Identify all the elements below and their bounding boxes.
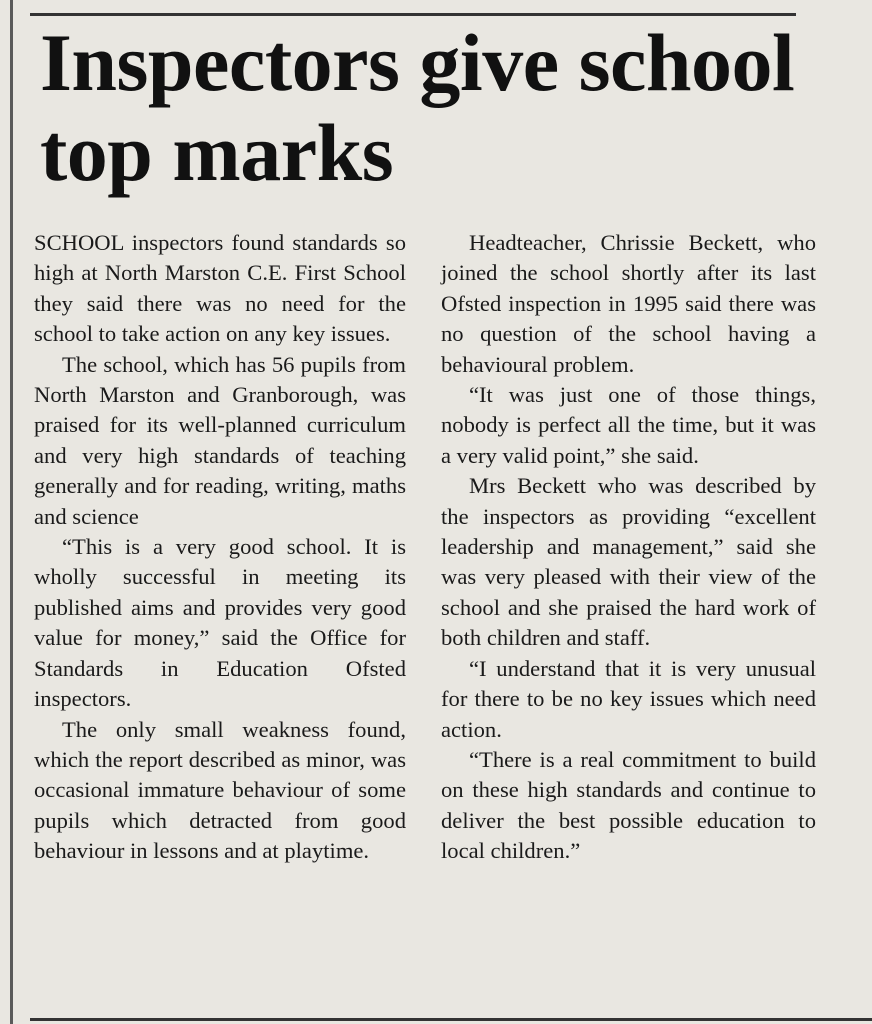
left-column-rule bbox=[10, 0, 13, 1024]
paragraph: “It was just one of those things, nobody is perfect all the time, but it was a very valid point,” she said. bbox=[441, 382, 816, 468]
paragraph: “I understand that it is very unusual for there to be no key issues which need action. bbox=[441, 655, 816, 742]
article-column-left bbox=[34, 228, 406, 867]
top-rule bbox=[30, 13, 796, 16]
paragraph: The only small weakness found, which the report described as minor, was occasional immature behaviour of some pupils which detracted from good behaviour in lessons and at playtime. bbox=[34, 716, 406, 864]
headline: Inspectors give school top marks bbox=[40, 17, 795, 198]
paragraph: Mrs Beckett who was described by the inspectors as providing “excellent leadership and management,” said she was very pleased with their view of the school and she praised the hard work of both children and staff. bbox=[441, 473, 816, 651]
paragraph: “There is a real commitment to build on these high standards and continue to deliver the best possible education to local children.” bbox=[441, 746, 816, 864]
article-column-right bbox=[441, 228, 816, 867]
paragraph: Headteacher, Chrissie Beckett, who joined the school shortly after its last Ofsted inspection in 1995 said there was no question of the school having a behavioural problem. bbox=[441, 230, 816, 377]
paragraph: The school, which has 56 pupils from North Marston and Granborough, was praised for its well-planned curriculum and very high standards of teaching generally and for reading, writing, maths and science bbox=[34, 351, 406, 529]
paragraph: “This is a very good school. It is wholly successful in meeting its published aims and provides very good value for money,” said the Office for Standards in Education Ofsted inspectors. bbox=[34, 534, 406, 712]
paragraph: SCHOOL inspectors found standards so high at North Marston C.E. First School they said there was no need for the school to take action on any key issues. bbox=[34, 230, 406, 347]
bottom-rule bbox=[30, 1018, 872, 1021]
